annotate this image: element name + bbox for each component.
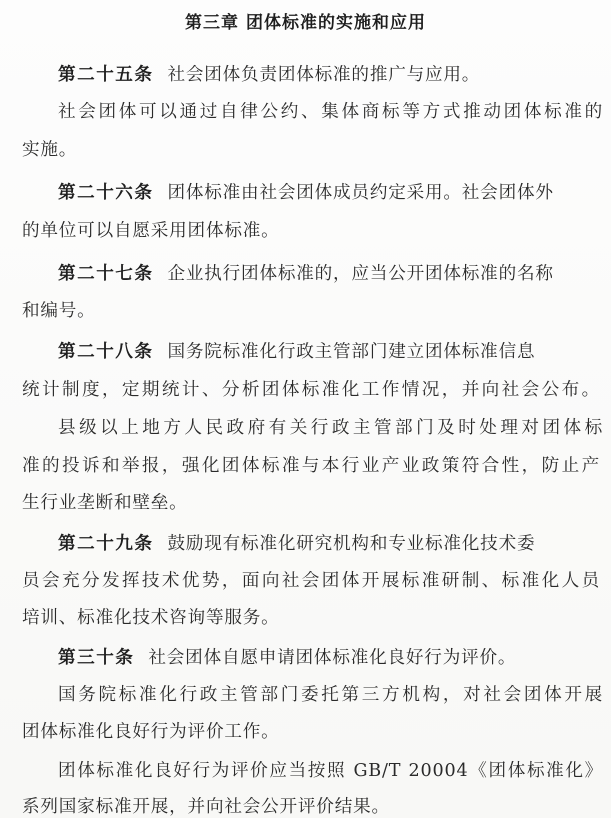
article-26-label: 第二十六条 [58, 183, 154, 203]
article-30-para-3-line-2: 系列国家标准开展，并向社会公开评价结果。 [22, 797, 390, 817]
article-29-line-3: 培训、标准化技术咨询等服务。 [22, 608, 280, 628]
article-26-line-2: 的单位可以自愿采用团体标准。 [22, 221, 280, 241]
article-30-text: 社会团体自愿申请团体标准化良好行为评价。 [148, 648, 517, 668]
article-30-para-2-line-1: 国务院标准化行政主管部门委托第三方机构，对社会团体开展 [58, 685, 603, 705]
article-29-line-2: 员会充分发挥技术优势，面向社会团体开展标准研制、标准化人员 [22, 571, 600, 591]
article-26-text: 团体标准由社会团体成员约定采用。社会团体外 [167, 183, 554, 203]
article-30-para-3-line-1: 团体标准化良好行为评价应当按照 GB/T 20004《团体标准化》 [58, 761, 603, 781]
article-27-line-2: 和编号。 [22, 301, 96, 321]
article-25-line-1 [58, 64, 603, 86]
article-25-para-2-line-2: 实施。 [22, 140, 78, 160]
article-28-line-1 [58, 341, 603, 363]
article-28-label: 第二十八条 [58, 342, 154, 362]
chapter-title: 第三章 团体标准的实施和应用 [185, 13, 426, 33]
article-30-para-2-line-2: 团体标准化良好行为评价工作。 [22, 722, 280, 742]
article-28-text: 国务院标准化行政主管部门建立团体标准信息 [167, 342, 536, 362]
article-30-label: 第三十条 [58, 648, 135, 668]
article-26-line-1 [58, 182, 603, 204]
article-28-para-2-line-2: 准的投诉和举报，强化团体标准与本行业产业政策符合性，防止产 [22, 456, 600, 476]
article-27-label: 第二十七条 [58, 264, 154, 284]
article-29-line-1 [58, 533, 603, 555]
article-25-text: 社会团体负责团体标准的推广与应用。 [167, 65, 481, 85]
article-27-line-1 [58, 263, 603, 285]
article-28-line-2: 统计制度，定期统计、分析团体标准化工作情况，并向社会公布。 [22, 380, 600, 400]
article-28-para-2-line-3: 生行业垄断和壁垒。 [22, 493, 188, 513]
article-29-label: 第二十九条 [58, 534, 154, 554]
article-28-para-2-line-1: 县级以上地方人民政府有关行政主管部门及时处理对团体标 [58, 418, 603, 438]
article-29-text: 鼓励现有标准化研究机构和专业标准化技术委 [167, 534, 536, 554]
article-25-para-2-line-1: 社会团体可以通过自律公约、集体商标等方式推动团体标准的 [58, 102, 603, 122]
article-25-label: 第二十五条 [58, 65, 154, 85]
article-30-line-1 [58, 647, 603, 669]
article-27-text: 企业执行团体标准的，应当公开团体标准的名称 [167, 264, 554, 284]
